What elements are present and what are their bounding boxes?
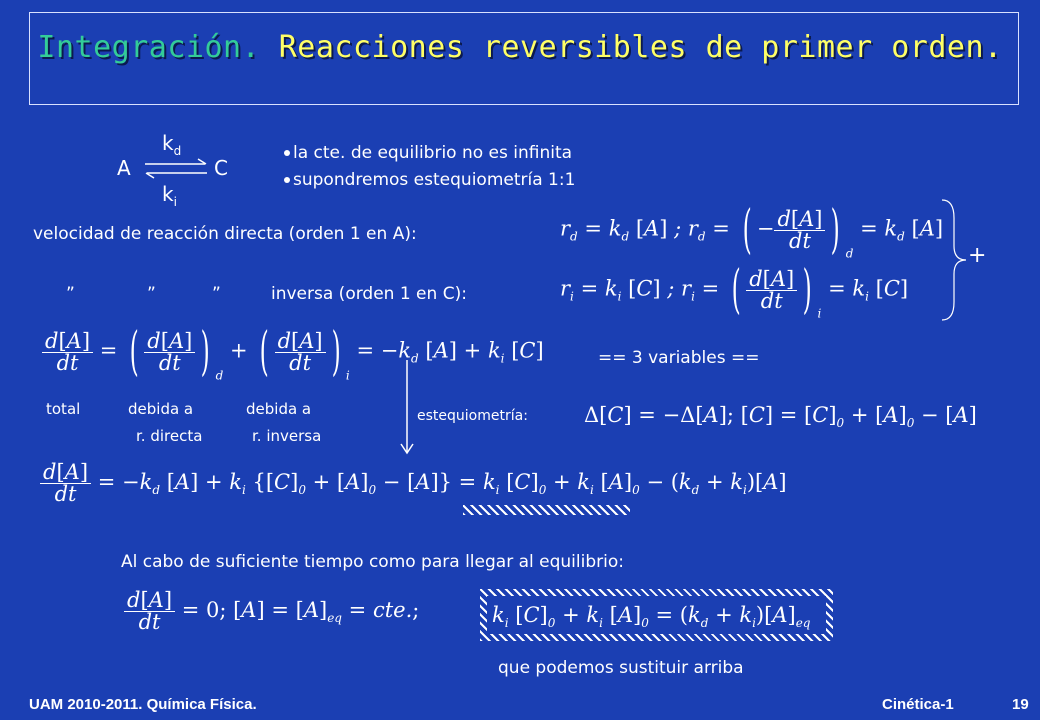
label-total: total <box>46 400 81 418</box>
label-r-inversa: r. inversa <box>252 427 322 445</box>
inverse-rate-label: inversa (orden 1 en C): <box>271 284 467 304</box>
down-arrow-icon <box>400 360 414 456</box>
total-rate-equation: $\frac{d[A]}{dt}$ = ( $\frac{d[A]}{dt}$ ) $_d$ + ( $\frac{d[A]}{dt}$ ) $_i = -k_d$ $[A] + k_i$ [C] <box>42 326 544 382</box>
title-part-2: Reacciones reversibles de primer orden. <box>278 30 1003 65</box>
ditto-mark-3: ” <box>212 284 221 304</box>
title-part-1: Integración. <box>37 30 261 65</box>
label-debida-2: debida a <box>246 400 312 418</box>
bullet-icon <box>284 150 290 156</box>
integrated-equation: $\frac{d[A]}{dt}$ = $-k_d$ $[A] + k_i$ $\{[C]_0 + [A]_0 - [A]\} = k_i$ $[C]_0 + k_i$ $[A]_0 - (k_d + k_i)[A]$ <box>40 462 787 505</box>
k-reverse-label: $k_i$ <box>162 182 177 209</box>
substitute-note: que podemos sustituir arriba <box>498 658 744 678</box>
right-brace-icon <box>940 198 970 322</box>
bullet-item-1: la cte. de equilibrio no es infinita <box>284 143 572 163</box>
footer-topic: Cinética-1 <box>882 696 954 713</box>
slide-title <box>0 30 1040 65</box>
equilibrium-text: Al cabo de suficiente tiempo como para llegar al equilibrio: <box>121 552 624 572</box>
three-variables-note: == 3 variables == <box>598 348 760 368</box>
label-debida-1: debida a <box>128 400 194 418</box>
product-c: C <box>214 156 228 180</box>
stoichiometry-equation: Δ[C] = −Δ[A]; $[C] = [C]_0 + [A]_0 - [A]$ <box>584 403 977 431</box>
label-r-directa: r. directa <box>136 427 203 445</box>
stoichiometry-label: estequiometría: <box>417 408 528 424</box>
equilibrium-equation: $k_i$ $[C]_0 + k_i$ $[A]_0 = (k_d + k_i)[A]_{eq}$ <box>492 603 811 631</box>
footer-left: UAM 2010-2011. Química Física. <box>29 696 257 713</box>
equilibrium-arrows-icon <box>143 159 209 179</box>
direct-rate-equation: $r_d = k_d$ [A] ; $r_d$ = ( − $\frac{d[A]}{dt}$ ) $_d = k_d$ [A] <box>560 200 944 261</box>
ditto-mark-2: ” <box>147 284 156 304</box>
bullet-icon <box>284 177 290 183</box>
k-forward-label: $k_d$ <box>162 131 182 158</box>
page-number: 19 <box>1012 696 1029 713</box>
equilibrium-condition: $\frac{d[A]}{dt}$ = 0; $[A] = [A]_{eq}$ = cte.; <box>124 590 419 633</box>
inverse-rate-equation: $r_i = k_i$ [C] ; $r_i$ = ( $\frac{d[A]}{dt}$ ) $_i = k_i$ [C] <box>560 260 909 321</box>
plus-sign: + <box>968 243 987 268</box>
direct-rate-label: velocidad de reacción directa (orden 1 en A): <box>33 224 417 244</box>
hatched-underline <box>463 505 630 515</box>
ditto-mark-1: ” <box>66 284 75 304</box>
bullet-item-2: supondremos estequiometría 1:1 <box>284 170 575 190</box>
reactant-a: A <box>117 156 131 180</box>
